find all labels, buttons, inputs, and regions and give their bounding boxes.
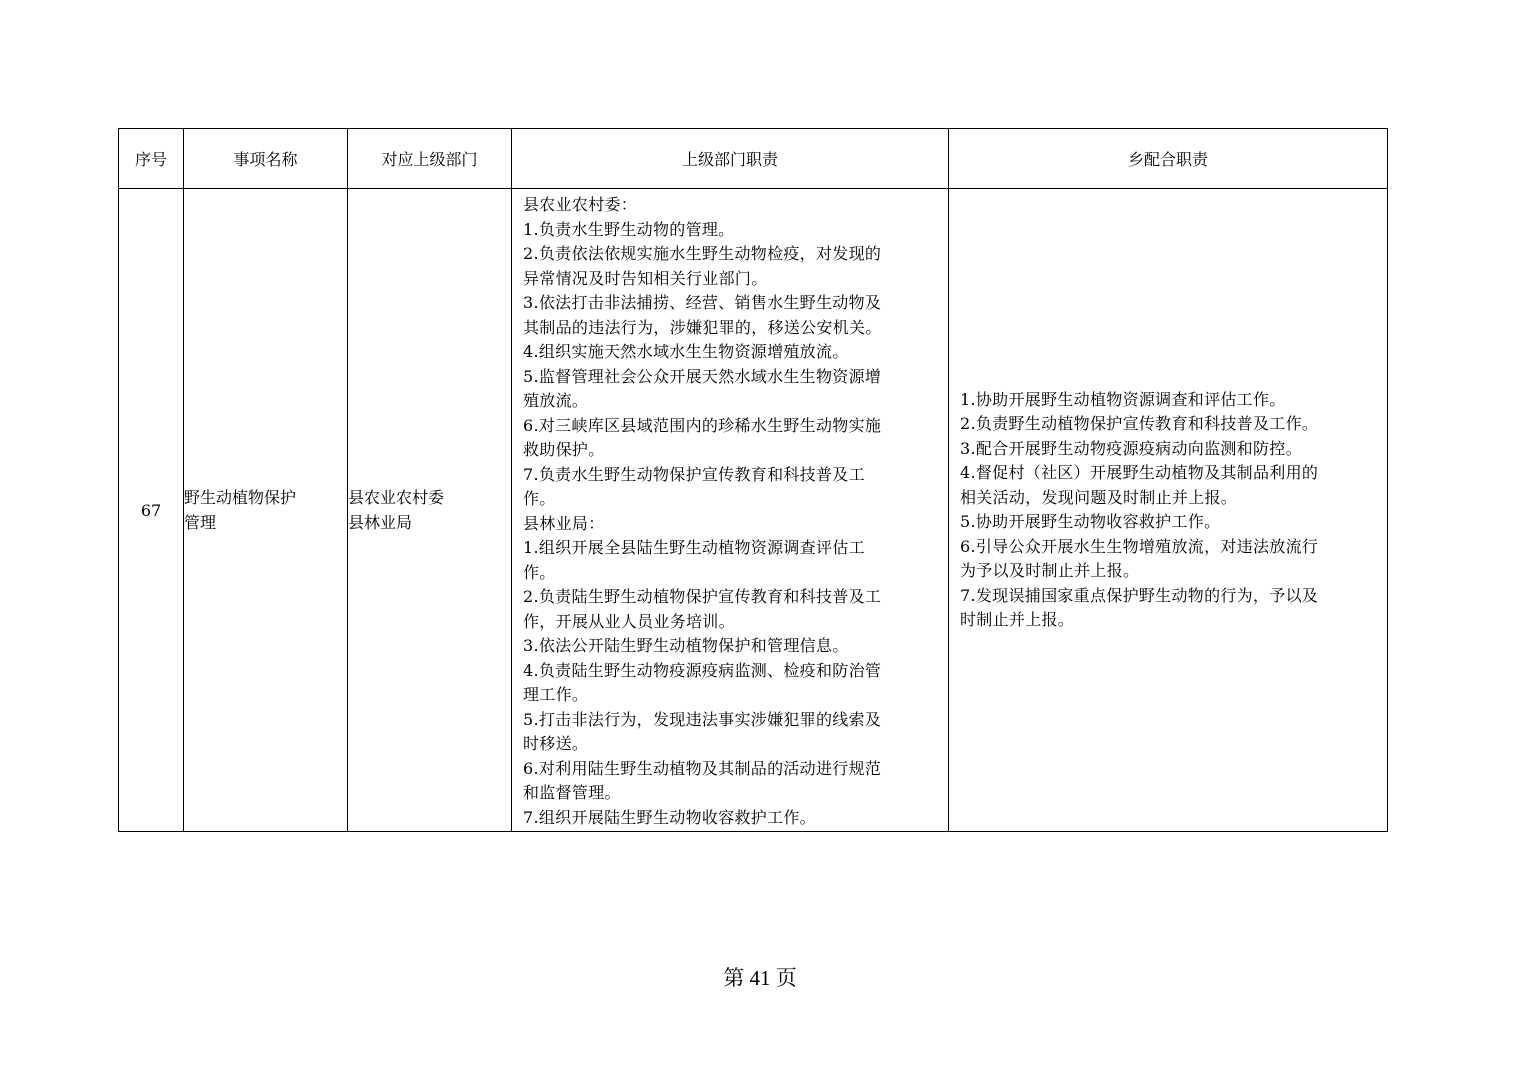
upper-duty-line: 4.负责陆生野生动物疫源疫病监测、检疫和防治管 [523,660,882,680]
header-upper-duties: 上级部门职责 [512,129,949,189]
cell-seq: 67 [119,189,184,832]
upper-duty-line: 救助保护。 [523,440,605,459]
upper-duty-line: 2.负责陆生野生动植物保护宣传教育和科技普及工 [523,587,882,606]
upper-duty-line: 6.对三峡库区县域范围内的珍稀水生野生动物实施 [523,415,882,435]
department-line: 县农业农村委 [348,488,445,507]
cell-local-duties [949,189,1388,832]
local-duty-line: 7.发现误捕国家重点保护野生动物的行为，予以及 [960,585,1319,605]
upper-duty-line: 异常情况及时告知相关行业部门。 [523,268,768,288]
upper-duty-line: 作，开展从业人员业务培训。 [523,611,735,631]
page-number: 第 41 页 [723,966,797,990]
upper-duty-line: 7.负责水生野生动物保护宣传教育和科技普及工 [523,464,865,484]
upper-duty-line: 6.对利用陆生野生动植物及其制品的活动进行规范 [523,758,882,778]
upper-duty-line: 作。 [523,489,556,508]
header-item-name: 事项名称 [184,129,348,189]
local-duty-line: 时制止并上报。 [960,610,1075,629]
duty-table [118,128,1388,832]
local-duty-line: 4.督促村（社区）开展野生动植物及其制品利用的 [960,463,1319,482]
header-seq: 序号 [119,129,184,189]
local-duty-line: 6.引导公众开展水生生物增殖放流，对违法放流行 [960,536,1319,556]
upper-duty-line: 理工作。 [523,685,589,704]
upper-duty-line: 其制品的违法行为，涉嫌犯罪的，移送公安机关。 [523,317,882,337]
upper-duty-line: 县农业农村委： [523,195,638,214]
local-duty-line: 为予以及时制止并上报。 [960,561,1140,580]
local-duty-line: 5.协助开展野生动物收容救护工作。 [960,512,1221,531]
local-duty-line: 1.协助开展野生动植物资源调查和评估工作。 [960,389,1286,409]
upper-duty-line: 殖放流。 [523,391,589,410]
upper-duty-line: 7.组织开展陆生野生动物收容救护工作。 [523,807,816,827]
upper-duty-line: 1.负责水生野生动物的管理。 [523,219,735,239]
upper-duties-list [523,193,938,830]
upper-duty-line: 2.负责依法依规实施水生野生动物检疫，对发现的 [523,244,882,263]
cell-departments [348,189,512,832]
upper-duty-line: 时移送。 [523,734,589,753]
upper-duty-line: 4.组织实施天然水域水生生物资源增殖放流。 [523,342,849,361]
upper-duty-line: 1.组织开展全县陆生野生动植物资源调查评估工 [523,538,865,557]
upper-duty-line: 3.依法公开陆生野生动植物保护和管理信息。 [523,636,849,655]
local-duty-line: 3.配合开展野生动物疫源疫病动向监测和防控。 [960,438,1302,458]
local-duties-list [960,388,1377,633]
department-line: 县林业局 [348,513,413,532]
local-duty-line: 2.负责野生动植物保护宣传教育和科技普及工作。 [960,414,1319,433]
table-header-row [119,129,1388,189]
upper-duty-line: 县林业局： [523,513,605,533]
item-name-line: 野生动植物保护 [184,488,297,507]
header-department: 对应上级部门 [348,129,512,189]
upper-duty-line: 5.监督管理社会公众开展天然水域水生生物资源增 [523,366,882,386]
item-name-line: 管理 [184,513,217,532]
upper-duty-line: 5.打击非法行为，发现违法事实涉嫌犯罪的线索及 [523,709,882,729]
cell-upper-duties [512,189,949,832]
table-row [119,189,1388,832]
local-duty-line: 相关活动，发现问题及时制止并上报。 [960,487,1238,507]
cell-item-name [184,189,348,832]
upper-duty-line: 和监督管理。 [523,783,621,802]
header-local-duties: 乡配合职责 [949,129,1388,189]
upper-duty-line: 3.依法打击非法捕捞、经营、销售水生野生动物及 [523,293,882,312]
upper-duty-line: 作。 [523,562,556,582]
